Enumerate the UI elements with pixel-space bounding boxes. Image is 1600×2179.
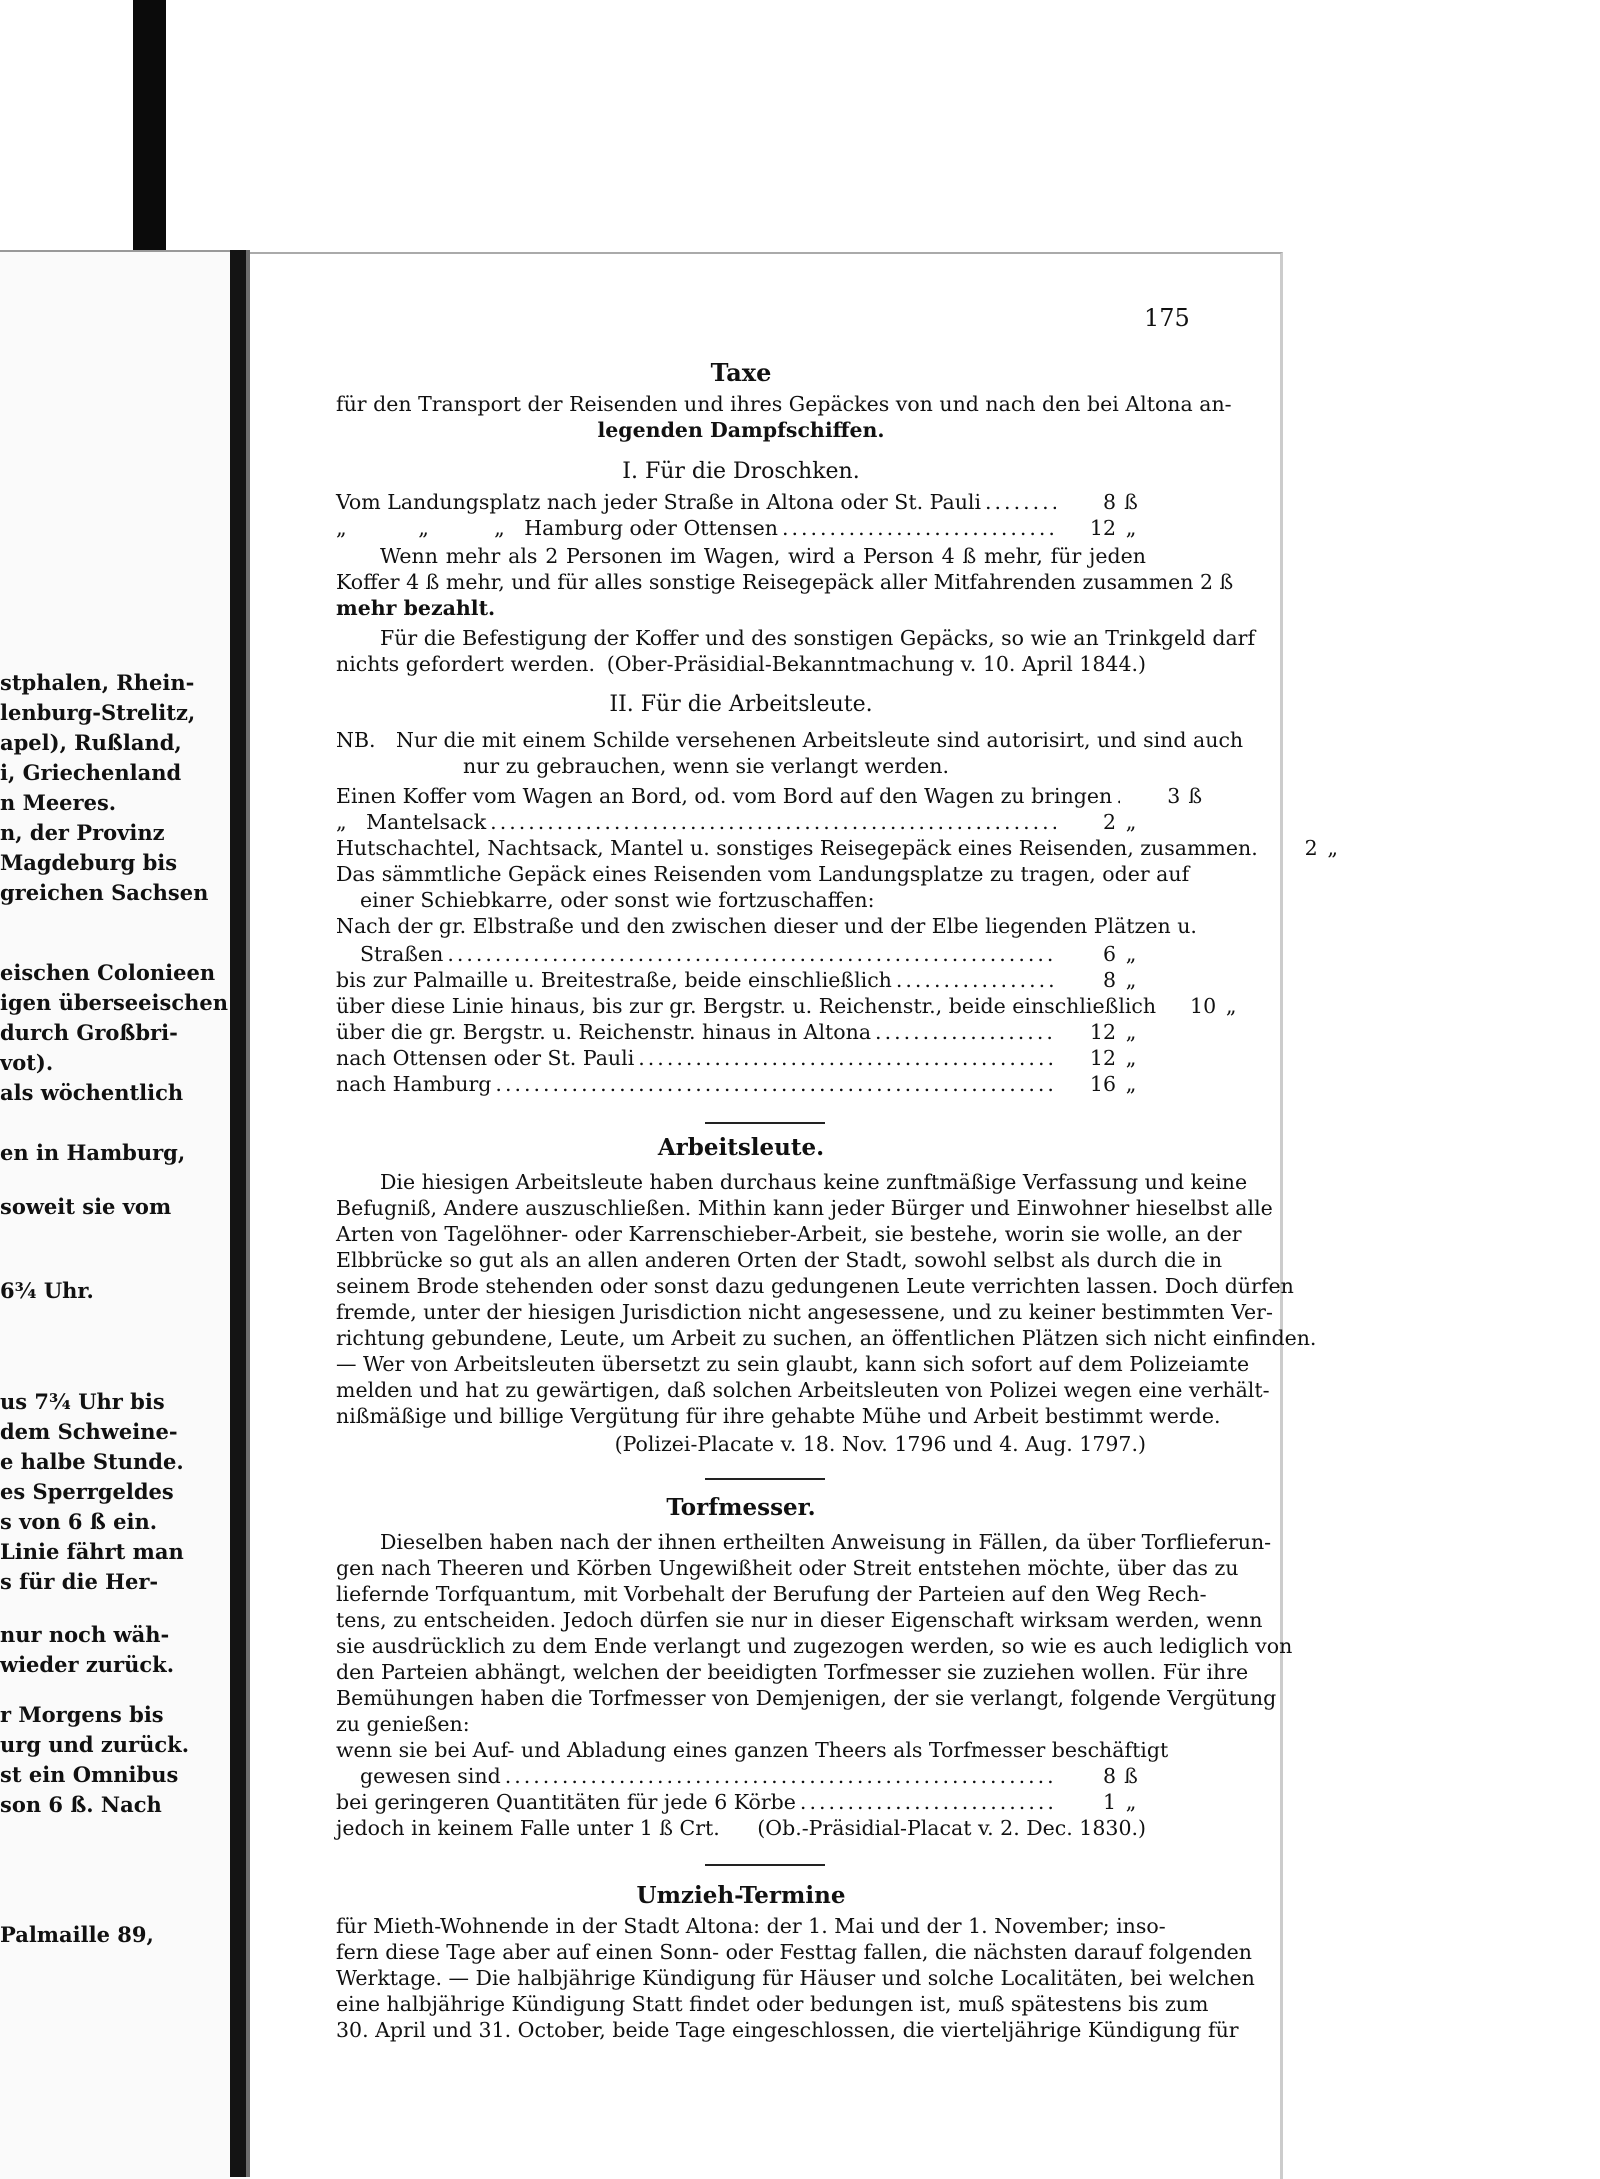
left-fragment-line: als wöchentlich	[0, 1080, 184, 1105]
leader-dots	[443, 942, 1056, 966]
leader-dots	[634, 1046, 1056, 1070]
tariff-row-value: 3	[1167, 784, 1181, 808]
para-line: mehr bezahlt.	[336, 596, 496, 620]
para-line: — Wer von Arbeitsleuten übersetzt zu sein glaubt, kann sich sofort auf dem Polizeiamte	[336, 1352, 1250, 1376]
tariff-row-value: 12	[1089, 516, 1116, 540]
left-page-fragment	[0, 250, 230, 2179]
taxe-subtitle-line: für den Transport der Reisenden und ihres Gepäckes von und nach den bei Altona an-	[336, 392, 1232, 416]
tariff-row-label: bei geringeren Quantitäten für jede 6 Körbe	[336, 1790, 796, 1814]
tariff-row	[336, 784, 1203, 808]
left-fragment-line: greichen Sachsen	[0, 880, 209, 905]
torfmesser-title: Torfmesser.	[666, 1494, 816, 1521]
tariff-row-label: gewesen sind	[360, 1764, 501, 1788]
tariff-row-label: nach Ottensen oder St. Pauli	[336, 1046, 635, 1070]
para-line: richtung gebundene, Leute, um Arbeit zu suchen, an öffentlichen Plätzen sich nicht einfinden.	[336, 1326, 1317, 1350]
tariff-row-unit: „	[1125, 1790, 1137, 1814]
tariff-row-value: 12	[1089, 1046, 1116, 1070]
para-line: einer Schiebkarre, oder sonst wie fortzuschaffen:	[360, 888, 875, 912]
left-fragment-line: e halbe Stunde.	[0, 1449, 184, 1474]
tariff-row-unit: „	[1125, 516, 1137, 540]
left-fragment-line: es Sperrgeldes	[0, 1479, 174, 1504]
tariff-row-unit: „	[1225, 994, 1237, 1018]
left-fragment-line: igen überseeischen	[0, 990, 229, 1015]
tariff-row-unit: „	[1125, 968, 1137, 992]
tariff-row	[336, 994, 1237, 1018]
tariff-row-value: 8	[1102, 1764, 1116, 1788]
tariff-row-label: „ Mantelsack	[336, 810, 487, 834]
leader-dots	[871, 1020, 1056, 1044]
left-fragment-line: soweit sie vom	[0, 1194, 172, 1219]
leader-dots	[486, 810, 1056, 834]
para-line: Wenn mehr als 2 Personen im Wagen, wird a Person 4 ß mehr, für jeden	[380, 544, 1146, 568]
left-fragment-line: Palmaille 89,	[0, 1922, 154, 1947]
left-fragment-line: n, der Provinz	[0, 820, 165, 845]
left-fragment-line: st ein Omnibus	[0, 1762, 179, 1787]
left-fragment-line: vot).	[0, 1050, 54, 1075]
leader-dots	[892, 968, 1056, 992]
tariff-row-value: 12	[1089, 1020, 1116, 1044]
left-fragment-line: s für die Her-	[0, 1569, 159, 1594]
left-fragment-line: 6¾ Uhr.	[0, 1278, 94, 1303]
tariff-row	[336, 1764, 1146, 1788]
section-arbeitsleute-title: II. Für die Arbeitsleute.	[609, 692, 873, 717]
tariff-row	[336, 490, 1146, 514]
tariff-row	[336, 968, 1146, 992]
citation: (Ober-Präsidial-Bekanntmachung v. 10. April 1844.)	[606, 652, 1146, 676]
tariff-row-value: 2	[1304, 836, 1318, 860]
left-fragment-line: durch Großbri-	[0, 1020, 178, 1045]
leader-dots	[796, 1790, 1056, 1814]
section-divider	[705, 1122, 825, 1124]
tariff-row-label: Straßen	[360, 942, 444, 966]
page-number: 175	[1144, 304, 1190, 332]
tariff-row-value: 16	[1089, 1072, 1116, 1096]
left-fragment-line: s von 6 ß ein.	[0, 1509, 158, 1534]
taxe-title: Taxe	[710, 358, 772, 387]
umzieh-title: Umzieh-Termine	[636, 1882, 846, 1909]
tariff-row	[336, 516, 1146, 540]
tariff-row-unit: „	[1327, 836, 1339, 860]
para-line: Nach der gr. Elbstraße und den zwischen dieser und der Elbe liegenden Plätzen u.	[336, 914, 1197, 938]
left-fragment-line: lenburg-Strelitz,	[0, 700, 196, 725]
tariff-row-unit: ß	[1124, 1764, 1138, 1788]
tariff-row-value: 8	[1102, 490, 1116, 514]
tariff-row-unit: „	[1125, 1072, 1137, 1096]
leader-dots	[1112, 784, 1120, 808]
tariff-row-label: Vom Landungsplatz nach jeder Straße in Altona oder St. Pauli	[336, 490, 982, 514]
tariff-row	[336, 1020, 1146, 1044]
tariff-row-label: über diese Linie hinaus, bis zur gr. Bergstr. u. Reichenstr., beide einschließlich	[336, 994, 1157, 1018]
para-line: melden und hat zu gewärtigen, daß solchen Arbeitsleuten von Polizei wegen eine verhält-	[336, 1378, 1270, 1402]
para-line: Für die Befestigung der Koffer und des sonstigen Gepäcks, so wie an Trinkgeld darf	[380, 626, 1256, 650]
section-droschken-title: I. Für die Droschken.	[622, 459, 860, 484]
left-fragment-line: i, Griechenland	[0, 760, 182, 785]
para-line: zu genießen:	[336, 1712, 470, 1736]
para-line: den Parteien abhängt, welchen der beeidigten Torfmesser sie zuziehen wollen. Für ihre	[336, 1660, 1249, 1684]
para-line: nichts gefordert werden.	[336, 652, 595, 676]
left-fragment-line: us 7¾ Uhr bis	[0, 1389, 165, 1414]
left-fragment-line: son 6 ß. Nach	[0, 1792, 162, 1817]
para-line: Befugniß, Andere auszuschließen. Mithin kann jeder Bürger und Einwohner hieselbst alle	[336, 1196, 1273, 1220]
para-line: eine halbjährige Kündigung Statt findet oder bedungen ist, muß spätestens bis zum	[336, 1992, 1209, 2016]
left-fragment-line: apel), Rußland,	[0, 730, 182, 755]
section-divider	[705, 1478, 825, 1480]
section-divider	[705, 1864, 825, 1866]
left-fragment-line: stphalen, Rhein-	[0, 670, 195, 695]
nb-line: nur zu gebrauchen, wenn sie verlangt werden.	[462, 754, 950, 778]
para-line: fremde, unter der hiesigen Jurisdiction nicht angesessene, und zu keiner bestimmten Ver-	[336, 1300, 1273, 1324]
tariff-row-unit: ß	[1188, 784, 1203, 808]
para-line: Dieselben haben nach der ihnen ertheilten Anweisung in Fällen, da über Torflieferun-	[380, 1530, 1272, 1554]
tariff-row-value: 1	[1102, 1790, 1116, 1814]
tariff-row	[336, 1072, 1146, 1096]
citation: (Ob.-Präsidial-Placat v. 2. Dec. 1830.)	[757, 1816, 1146, 1840]
left-fragment-line: wieder zurück.	[0, 1652, 175, 1677]
para-line: Elbbrücke so gut als an allen anderen Orten der Stadt, sowohl selbst als durch die in	[336, 1248, 1223, 1272]
left-fragment-line: dem Schweine-	[0, 1419, 178, 1444]
para-line: seinem Brode stehenden oder sonst dazu gedungenen Leute verrichten lassen. Doch dürfen	[336, 1274, 1294, 1298]
tariff-row-unit: „	[1125, 1020, 1137, 1044]
tariff-row-label: über die gr. Bergstr. u. Reichenstr. hinaus in Altona	[336, 1020, 872, 1044]
left-fragment-line: n Meeres.	[0, 790, 117, 815]
tariff-row-label: Einen Koffer vom Wagen an Bord, od. vom Bord auf den Wagen zu bringen	[336, 784, 1113, 808]
leader-dots	[501, 1764, 1056, 1788]
nb-label: NB.	[336, 728, 376, 752]
para-line: Die hiesigen Arbeitsleute haben durchaus keine zunftmäßige Verfassung und keine	[380, 1170, 1248, 1194]
tariff-row	[336, 1046, 1146, 1070]
para-line: Koffer 4 ß mehr, und für alles sonstige Reisegepäck aller Mitfahrenden zusammen 2 ß	[336, 570, 1234, 594]
tariff-row	[336, 942, 1146, 966]
para-line: liefernde Torfquantum, mit Vorbehalt der Berufung der Parteien auf den Weg Rech-	[336, 1582, 1207, 1606]
left-fragment-line: en in Hamburg,	[0, 1140, 186, 1165]
tariff-row-value: 6	[1102, 942, 1116, 966]
para-line: Werktage. — Die halbjährige Kündigung für Häuser und solche Localitäten, bei welchen	[336, 1966, 1255, 1990]
para-line: tens, zu entscheiden. Jedoch dürfen sie nur in dieser Eigenschaft wirksam werden, wenn	[336, 1608, 1263, 1632]
tariff-row	[336, 1790, 1146, 1814]
tariff-row-value: 10	[1190, 994, 1217, 1018]
left-fragment-line: r Morgens bis	[0, 1702, 164, 1727]
para-line: jedoch in keinem Falle unter 1 ß Crt.	[336, 1816, 720, 1840]
para-line: wenn sie bei Auf- und Abladung eines ganzen Theers als Torfmesser beschäftigt	[336, 1738, 1169, 1762]
para-line: sie ausdrücklich zu dem Ende verlangt und zugezogen werden, so wie es auch lediglich von	[336, 1634, 1293, 1658]
left-fragment-line: Magdeburg bis	[0, 850, 178, 875]
para-line: für Mieth-Wohnende in der Stadt Altona: der 1. Mai und der 1. November; inso-	[336, 1914, 1166, 1938]
tariff-row-label: „ „ „ Hamburg oder Ottensen	[336, 516, 778, 540]
para-line: 30. April und 31. October, beide Tage eingeschlossen, die vierteljährige Kündigung für	[336, 2018, 1239, 2042]
leader-dots	[981, 490, 1056, 514]
left-fragment-line: eischen Colonieen	[0, 960, 216, 985]
tariff-row-unit: ß	[1124, 490, 1138, 514]
taxe-subtitle-line: legenden Dampfschiffen.	[597, 418, 885, 442]
para-line: Arten von Tagelöhner- oder Karrenschieber-Arbeit, sie bestehe, worin sie wolle, an der	[336, 1222, 1242, 1246]
tariff-row	[336, 836, 1339, 860]
tariff-row-value: 2	[1102, 810, 1116, 834]
leader-dots	[491, 1072, 1056, 1096]
tariff-row-unit: „	[1125, 810, 1137, 834]
para-line: gen nach Theeren und Körben Ungewißheit oder Streit entstehen möchte, über das zu	[336, 1556, 1239, 1580]
left-fragment-line: urg und zurück.	[0, 1732, 190, 1757]
page-175	[250, 252, 1339, 2179]
left-fragment-line: nur noch wäh-	[0, 1622, 170, 1647]
tariff-row	[336, 810, 1146, 834]
tariff-row-label: bis zur Palmaille u. Breitestraße, beide einschließlich	[336, 968, 892, 992]
tariff-row-value: 8	[1102, 968, 1116, 992]
tariff-row-label: Hutschachtel, Nachtsack, Mantel u. sonstiges Reisegepäck eines Reisenden, zusammen.	[336, 836, 1258, 860]
citation: (Polizei-Placate v. 18. Nov. 1796 und 4. Aug. 1797.)	[614, 1432, 1146, 1456]
nb-line: Nur die mit einem Schilde versehenen Arbeitsleute sind autorisirt, und sind auch	[396, 728, 1244, 752]
para-line: nißmäßige und billige Vergütung für ihre gehabte Mühe und Arbeit bestimmt werde.	[336, 1404, 1221, 1428]
page-gutter-shadow	[230, 250, 246, 2177]
para-line: fern diese Tage aber auf einen Sonn- oder Festtag fallen, die nächsten darauf folgenden	[336, 1940, 1253, 1964]
left-fragment-line: Linie fährt man	[0, 1539, 184, 1564]
arbeitsleute-title: Arbeitsleute.	[657, 1134, 825, 1161]
tariff-row-unit: „	[1125, 1046, 1137, 1070]
para-line: Bemühungen haben die Torfmesser von Demjenigen, der sie verlangt, folgende Vergütung	[336, 1686, 1277, 1710]
para-line: Das sämmtliche Gepäck eines Reisenden vom Landungsplatze zu tragen, oder auf	[336, 862, 1190, 886]
leader-dots	[778, 516, 1056, 540]
tariff-row-unit: „	[1125, 942, 1137, 966]
tariff-row-label: nach Hamburg	[336, 1072, 492, 1096]
